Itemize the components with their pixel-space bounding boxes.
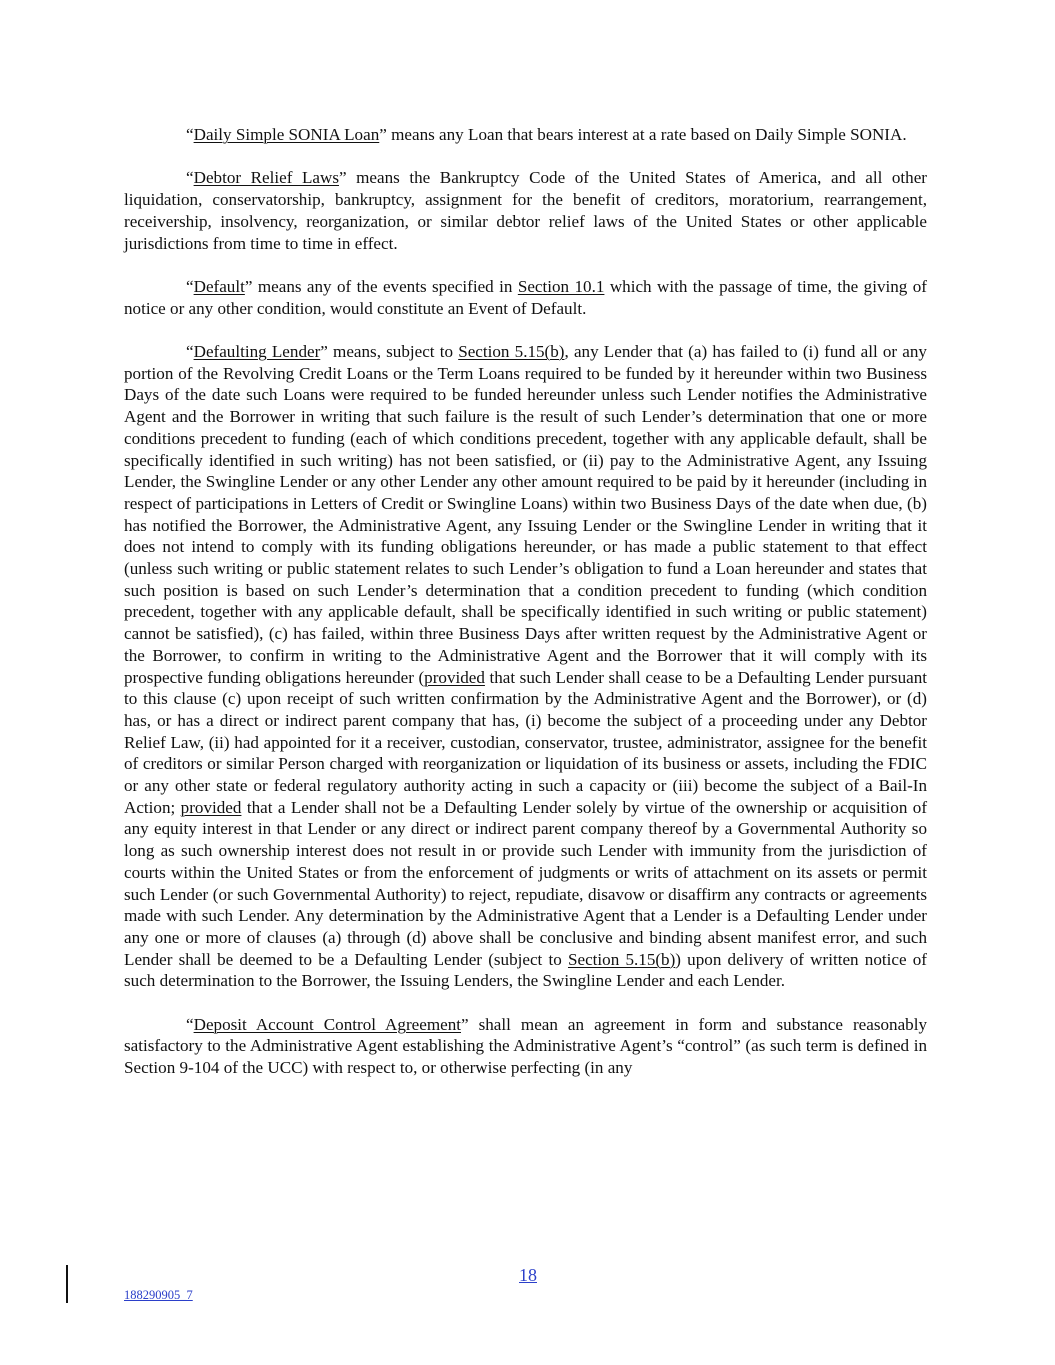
proviso-term: provided	[424, 667, 485, 687]
defined-term: Daily Simple SONIA Loan	[193, 125, 380, 144]
text-segment: ” means any Loan that bears interest at a rate based on Daily Simple SONIA.	[379, 125, 907, 144]
page-number[interactable]: 18	[519, 1265, 537, 1285]
text-segment: “	[186, 125, 194, 144]
defined-term: Defaulting Lender	[193, 341, 321, 361]
text-segment: ” means, subject to	[320, 341, 459, 361]
text-segment: ” means any of the events specified in	[244, 276, 518, 296]
defined-term: Debtor Relief Laws	[193, 168, 339, 188]
footer-change-bar	[66, 1265, 68, 1303]
text-segment: “	[186, 168, 194, 188]
text-segment: ” means the Bankruptcy Code of the United States of America, and all other liquidation, conservatorship, bankruptcy, assignment for the benefit of creditors, moratorium, rearrangement, receivership, insolvency, reorganization, or similar debtor relief laws of the United States or other applicable jurisdictions from time to time in effect.	[124, 168, 928, 253]
proviso-term: provided	[180, 797, 242, 817]
section-reference: Section 5.15(b)	[458, 341, 565, 361]
definition-daily-simple-sonia-loan	[124, 124, 927, 146]
text-segment: “	[186, 1014, 194, 1034]
text-segment: “	[186, 276, 194, 296]
text-segment: ) upon delivery of written notice of such determination to the Borrower, the Issuing Lenders, the Swingline Lender and each Lender.	[124, 949, 927, 991]
defined-term: Deposit Account Control Agreement	[193, 1014, 461, 1034]
section-reference: Section 5.15(b)	[567, 949, 676, 969]
text-segment: that such Lender shall cease to be a Defaulting Lender pursuant to this clause (c) upon receipt of such written confirmation by the Administrative Agent and the Borrower), or (d) has, or has a direct or indirect parent company that has, (i) become the subject of a proceeding under any Debtor Relief Law, (ii) had appointed for it a receiver, custodian, conservator, trustee, administrator, assignee for the benefit of creditors or similar Person charged with reorganization or liquidation of its business or assets, including the FDIC or any other state or federal regulatory authority acting in such a capacity or (iii) become the subject of a Bail-In Action;	[124, 667, 928, 817]
definition-default	[124, 276, 927, 319]
text-segment: ” shall mean an agreement in form and substance reasonably satisfactory to the Administrative Agent establishing the Administrative Agent’s “control” (as such term is defined in Section 9-104 of the UCC) with respect to, or otherwise perfecting (in any	[124, 1014, 927, 1078]
text-segment: , any Lender that (a) has failed to (i) fund all or any portion of the Revolving Credit Loans or the Term Loans required to be funded by it hereunder within two Business Days of the date such Loans were required to be funded hereunder unless such Lender notifies the Administrative Agent and the Borrower in writing that such failure is the result of such Lender’s determination that one or more conditions precedent to funding (each of which conditions precedent, together with any applicable default, shall be specifically identified in such writing) has not been satisfied, or (ii) pay to the Administrative Agent, any Issuing Lender, the Swingline Lender or any other Lender any other amount required to be paid by it hereunder (including in respect of participations in Letters of Credit or Swingline Loans) within two Business Days of the date when due, (b) has notified the Borrower, the Administrative Agent, any Issuing Lender or the Swingline Lender in writing that it does not intend to comply with its funding obligations hereunder, or has made a public statement to that effect (unless such writing or public statement relates to such Lender’s obligation to fund a Loan hereunder and states that such position is based on such Lender’s determination that a condition precedent to funding (which condition precedent, together with any applicable default, shall be specifically identified in such writing or public statement) cannot be satisfied), (c) has failed, within three Business Days after written request by the Administrative Agent or the Borrower, to confirm in writing to the Administrative Agent and the Borrower that it will comply with its prospective funding obligations hereunder (	[124, 341, 927, 687]
section-reference: Section 10.1	[517, 276, 605, 296]
definition-debtor-relief-laws	[124, 167, 927, 254]
text-segment: “	[186, 341, 194, 361]
text-segment: which with the passage of time, the giving of notice or any other condition, would constitute an Event of Default.	[124, 276, 927, 318]
definition-defaulting-lender	[124, 341, 927, 992]
body-text	[124, 124, 927, 1101]
text-segment: that a Lender shall not be a Defaulting Lender solely by virtue of the ownership or acquisition of any equity interest in that Lender or any direct or indirect parent company thereof by a Governmental Authority so long as such ownership interest does not result in or provide such Lender with immunity from the jurisdiction of courts within the United States or from the enforcement of judgments or writs of attachment on its assets or permit such Lender (or such Governmental Authority) to reject, repudiate, disavow or disaffirm any contracts or agreements made with such Lender. Any determination by the Administrative Agent that a Lender is a Defaulting Lender under any one or more of clauses (a) through (d) above shall be conclusive and binding absent manifest error, and such Lender shall be deemed to be a Defaulting Lender (subject to	[124, 797, 928, 969]
defined-term: Default	[193, 276, 245, 296]
document-id[interactable]: 188290905_7	[124, 1288, 193, 1302]
definition-deposit-account-control-agreement	[124, 1014, 927, 1079]
